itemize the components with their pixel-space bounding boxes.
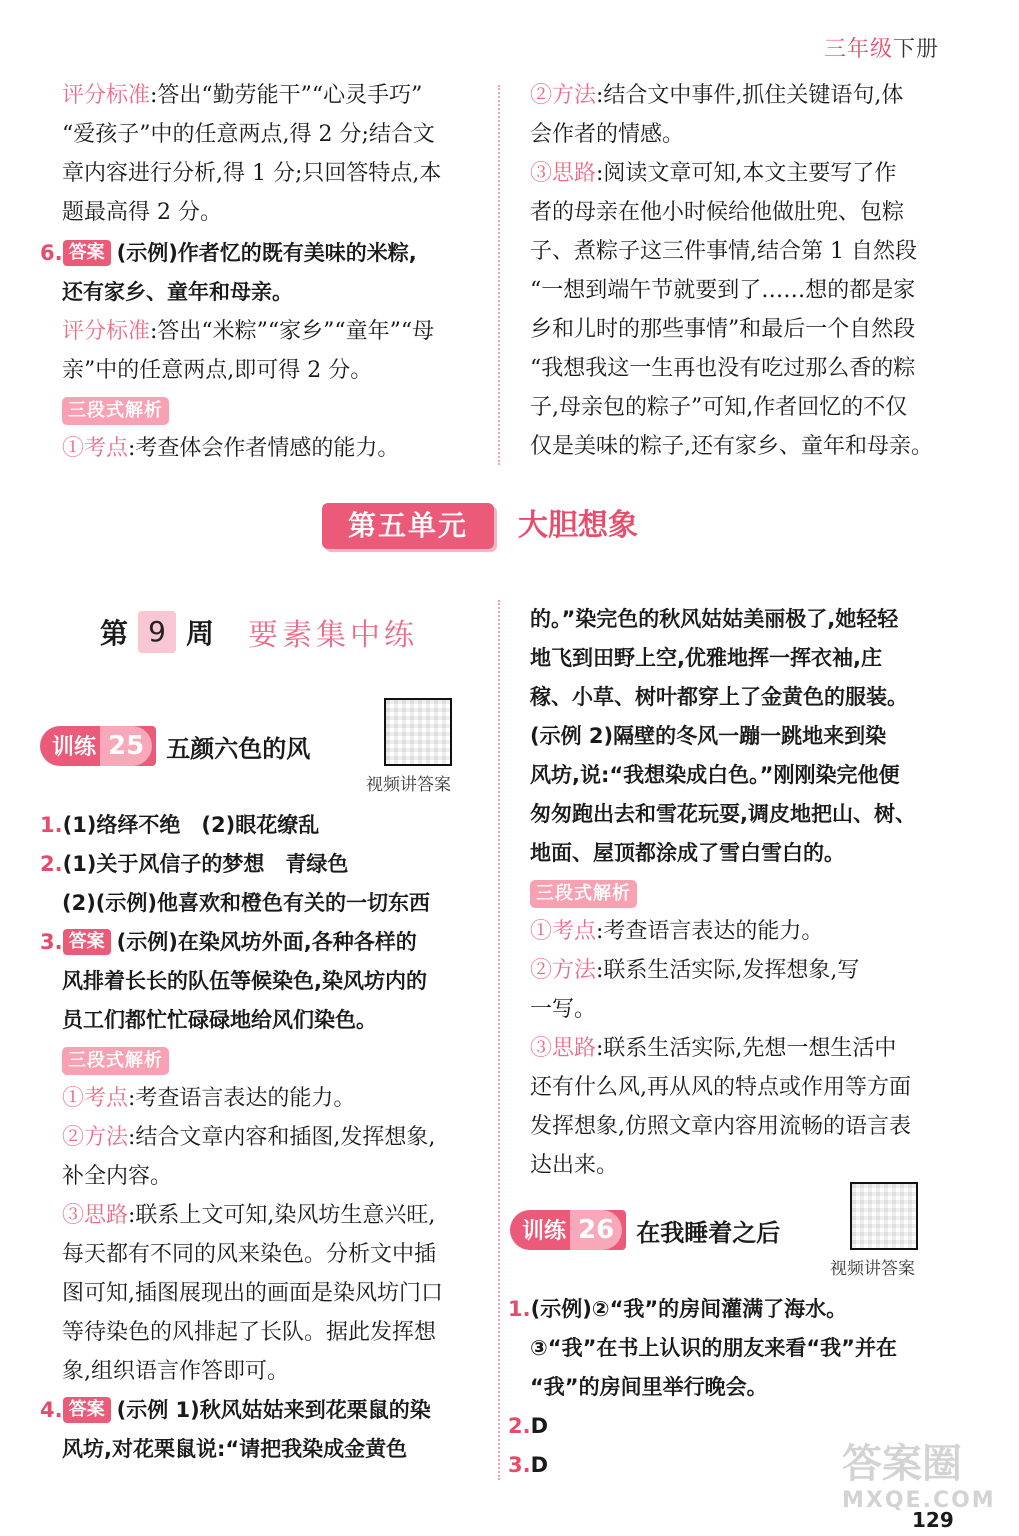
train26-answers: 1.(示例)②“我”的房间灌满了海水。 ③“我”在书上认识的朋友来看“我”并在 “我”的房间里举行晚会。 2.D 3.D (508, 1297, 897, 1477)
column-divider-lower (498, 600, 500, 1480)
qr-label-2: 视频讲答案 (830, 1259, 915, 1279)
score-label: 评分标准 (62, 83, 151, 108)
analysis-badge: 三段式解析 (62, 397, 169, 425)
qr-label: 视频讲答案 (366, 775, 451, 795)
unit-title: 大胆想象 (518, 508, 638, 543)
train26-header: 训练 26 在我睡着之后 (510, 1210, 780, 1254)
train25-header: 训练 25 五颜六色的风 (40, 726, 310, 770)
left-top-block: 评分标准:答出“勤劳能干”“心灵手巧” “爱孩子”中的任意两点,得 2 分;结合文 章内容进行分析,得 1 分;只回答特点,本 题最高得 2 分。 6. 答案 (示例)作者忆的既有美味的米粽, 还有家乡、童年和母亲。 评分标准:答出“米粽”“家乡”“童年”“母 亲”中的任意两点,即可得 2 分。 三段式解析 ①考点:考查体会作者情感的能力。 (62, 76, 472, 468)
watermark-logo: 答案圈 MXQE.COM (842, 1441, 996, 1513)
week-number: 9 (138, 611, 176, 653)
grade-tag: 三年级下册 (823, 37, 939, 62)
train-badge: 训练 25 (40, 726, 156, 766)
column-divider (498, 85, 500, 465)
qr-code-icon[interactable] (384, 698, 452, 766)
q6-answer: 6. 答案 (示例)作者忆的既有美味的米粽, (40, 241, 417, 265)
right-top-block: ②方法:结合文中事件,抓住关键语句,体 会作者的情感。 ③思路:阅读文章可知,本文主要写了作 者的母亲在他小时候给他做肚兜、包粽 子、煮粽子这三件事情,结合第 1 自然段 “一想到端午节就要到了……想的都是家 乡和儿时的那些事情”和最后一个自然段 “我想我这一生再也没有吃过那么香的粽 子,母亲包的粽子”可知,作者回忆的不仅 仅是美味的粽子,还有家乡、童年和母亲。 (530, 83, 933, 459)
answer-badge: 答案 (63, 240, 111, 266)
page-number: 129 (912, 1508, 954, 1532)
right-bottom-block: 的。”染完色的秋风姑姑美丽极了,她轻轻 地飞到田野上空,优雅地挥一挥衣袖,庄 稼、小草、树叶都穿上了金黄色的服装。 (示例 2)隔壁的冬风一蹦一跳地来到染 风坊,说:“我想染成白色。”刚刚染完他便 匆匆跑出去和雪花玩耍,调皮地把山、树、 地面、屋顶都涂成了雪白雪白的。 三段式解析 ①考点:考查语言表达的能力。 ②方法:联系生活实际,发挥想象,写 一写。 ③思路:联系生活实际,先想一想生活中 还有什么风,再从风的特点或作用等方面 发挥想象,仿照文章内容用流畅的语言表 达出来。 (530, 607, 916, 1178)
qr-code-icon-2[interactable] (850, 1182, 918, 1250)
week-heading: 第 9 周 要素集中练 (100, 610, 418, 656)
unit-label: 第五单元 (322, 503, 494, 549)
left-bottom-block: 1.(1)络绎不绝 (2)眼花缭乱 2.(1)关于风信子的梦想 青绿色 (2)(示例)他喜欢和橙色有关的一切东西 3. 答案 (示例)在染风坊外面,各种各样的 风排着长长的队伍等候染色,染风坊内的 员工们都忙忙碌碌地给风们染色。 三段式解析 ①考点:考查语言表达的能力。 ②方法:结合文章内容和插图,发挥想象, 补全内容。 ③思路:联系上文可知,染风坊生意兴旺, 每天都有不同的风来染色。分析文中插 图可知,插图展现出的画面是染风坊门口 等待染色的风排起了长队。据此发挥想 象,组织语言作答即可。 4. 答案 (示例 1)秋风姑姑来到花栗鼠的染 风坊,对花栗鼠说:“请把我染成金黄色 (40, 813, 443, 1461)
week-subtitle: 要素集中练 (248, 618, 419, 653)
